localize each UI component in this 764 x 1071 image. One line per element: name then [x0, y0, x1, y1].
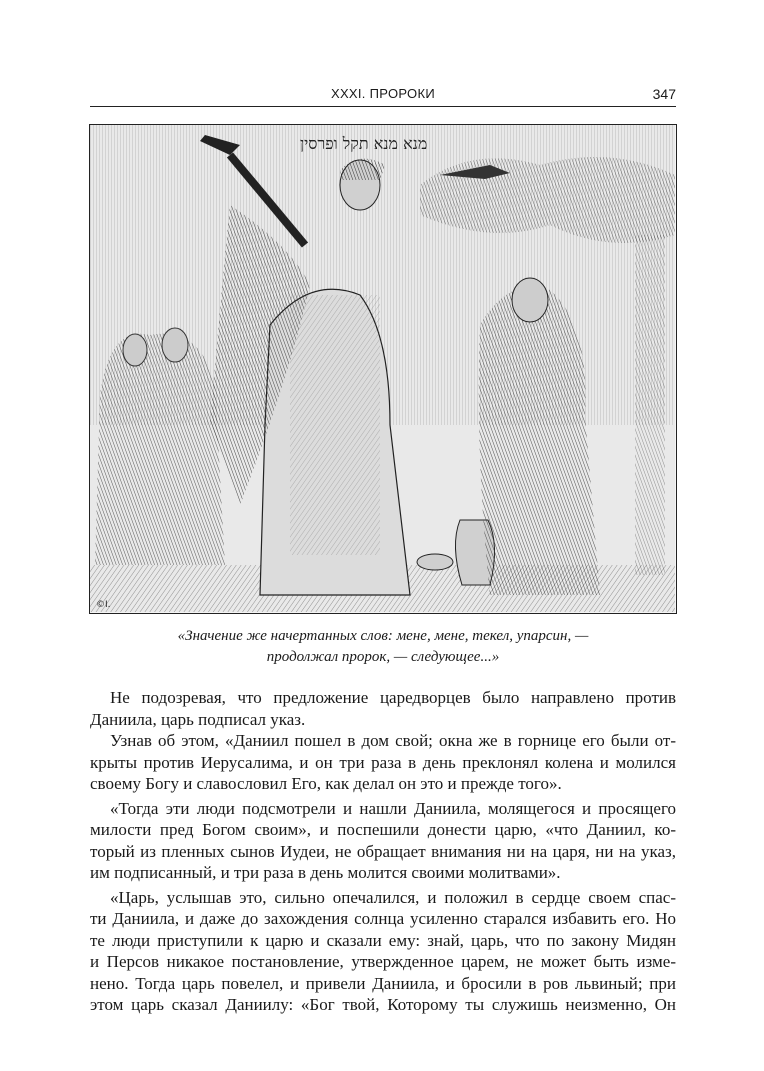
paragraph-2 [90, 730, 676, 795]
text-line: им подписанный, и три раза в день молится своими молитвами». [90, 863, 561, 882]
text-line: своему Богу и славословил Его, как делал он это и прежде того». [90, 774, 562, 793]
chapter-title: XXXI. ПРОРОКИ [330, 86, 435, 101]
text-line: и Персов никакое постановление, утвержденное царем, не может быть изме- [90, 952, 676, 971]
paragraph-1 [90, 687, 676, 730]
running-header [90, 86, 676, 107]
text-line: Узнав об этом, «Даниил пошел в дом свой; окна же в горнице его были от- [110, 731, 676, 750]
paragraph-4 [90, 887, 676, 1016]
text-line: «Тогда эти люди подсмотрели и нашли Даниила, молящегося и просящего [110, 798, 676, 818]
caption-line-1: «Значение же начертанных слов: мене, мене, текел, упарсин, — [177, 628, 589, 644]
text-line: милости пред Богом своим», и поспешили донести царю, «что Даниил, ко- [90, 820, 676, 839]
text-line: «Царь, услышав это, сильно опечалился, и положил в сердце своем спас- [110, 887, 676, 907]
text-line: нено. Тогда царь повелел, и привели Даниила, и бросили в ров львиный; при [90, 973, 676, 993]
wall-inscription: מנא מנא תקל ופרסין [300, 134, 428, 153]
text-line: Даниила, царь подписал указ. [90, 709, 306, 729]
page-number: 347 [652, 86, 676, 102]
paragraph-3 [90, 798, 676, 884]
text-line: торый из пленных сынов Иудеи, не обращает внимания ни на царя, ни на указ, [90, 841, 676, 861]
engraving-artwork [90, 125, 675, 612]
artist-monogram: ©I. [96, 600, 111, 610]
engraving-illustration [89, 124, 677, 614]
text-line: этом царь сказал Даниилу: «Бог твой, Которому ты служишь неизменно, Он [90, 995, 676, 1014]
text-line: те люди приступили к царю и сказали ему: знай, царь, что по закону Мидян [90, 930, 676, 950]
figure-caption [90, 626, 676, 668]
text-line: крыты против Иерусалима, и он три раза в день преклонял колена и молился [90, 752, 676, 772]
caption-line-2: продолжал пророк, — следующее...» [266, 649, 500, 665]
body-text [90, 687, 676, 1016]
text-line: Не подозревая, что предложение царедворцев было направлено против [110, 688, 676, 707]
text-line: ти Даниила, и даже до захождения солнца усиленно старался избавить его. Но [90, 909, 676, 928]
